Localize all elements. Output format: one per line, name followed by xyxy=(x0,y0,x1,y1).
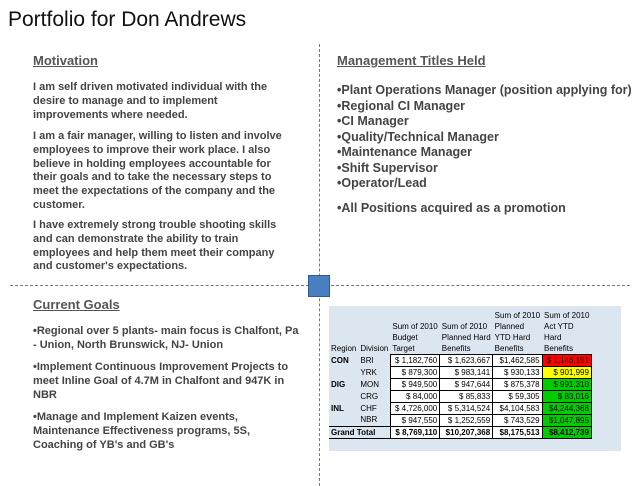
goals-heading: Current Goals xyxy=(33,297,120,312)
act-cell-green: $ 991,310 xyxy=(542,378,591,390)
header-planned-hard-benefits: Sum of 2010 Planned Hard Benefits xyxy=(441,321,491,353)
management-title-item: •Operator/Lead xyxy=(337,176,427,190)
promotion-note: •All Positions acquired as a promotion xyxy=(337,201,566,215)
goal-item-1: •Regional over 5 plants- main focus is Chalfont, Pa - Union, North Brunswick, NJ- Union xyxy=(33,325,299,351)
header-budget-target: Sum of 2010 Budget Target xyxy=(392,321,438,353)
table-row: INL CHF $ 4,726,000 $ 5,314,524 $4,104,583 $4,244,368 xyxy=(329,402,591,414)
act-cell-green: $4,244,368 xyxy=(542,402,591,414)
table-row: NBR $ 947,550 $ 1,252,559 $ 743,529 $1,047,895 xyxy=(329,414,591,426)
act-cell-yellow: $ 901,999 xyxy=(542,366,591,378)
motivation-heading: Motivation xyxy=(33,53,98,68)
act-cell-green: $1,047,895 xyxy=(542,414,591,426)
header-region: Region xyxy=(331,344,357,353)
motivation-paragraph-1: I am self driven motivated individual with the desire to manage and to implement improvements where needed. xyxy=(33,81,268,121)
act-cell-green: $ 83,016 xyxy=(542,390,591,402)
management-title-item: •Plant Operations Manager (position applying for) xyxy=(337,83,632,97)
grand-total-row: Grand Total $ 8,769,110 $10,207,368 $8,175,513 $8,412,739 xyxy=(329,426,591,438)
table-row: CON BRI $ 1,182,760 $ 1,623,667 $1,462,585 $ 1,146,151 xyxy=(329,354,591,366)
motivation-paragraph-2: I am a fair manager, willing to listen and involve employees to improve their work place. I also believe in holding employees accountable for their goals and to take the necessary steps to meet the expectations of the company and the customer. xyxy=(33,130,282,211)
management-title-item: •Shift Supervisor xyxy=(337,160,438,175)
vertical-divider xyxy=(319,44,320,486)
header-division: Division xyxy=(360,344,389,353)
management-title-item: •CI Manager xyxy=(337,114,409,128)
act-cell-green: $8,412,739 xyxy=(542,426,591,438)
table-row: YRK $ 879,300 $ 983,141 $ 930,133 $ 901,999 xyxy=(329,366,591,378)
motivation-paragraph-3: I have extremely strong trouble shooting skills and can demonstrate the ability to train employees and help them meet their company and customer's expectations. xyxy=(33,219,277,273)
header-planned-ytd-hard-benefits: Sum of 2010 Planned YTD Hard Benefits xyxy=(494,310,541,353)
management-title-item: •Quality/Technical Manager xyxy=(337,129,499,144)
center-square-marker xyxy=(308,275,330,297)
goal-item-3: •Manage and Implement Kaizen events, Maintenance Effectiveness programs, 5S, Coaching of YB's and GB's xyxy=(33,411,251,451)
page-title: Portfolio for Don Andrews xyxy=(8,8,247,31)
management-title-item: •Regional CI Manager xyxy=(337,98,466,113)
goal-item-2: •Implement Continuous Improvement Projects to meet Inline Goal of 4.7M in Chalfont and 947K in NBR xyxy=(33,361,289,401)
act-cell-red: $ 1,146,151 xyxy=(542,354,591,366)
table-row: DIG MON $ 949,500 $ 947,644 $ 875,378 $ 991,310 xyxy=(329,378,591,390)
budget-pivot-table xyxy=(329,306,621,451)
management-titles-list xyxy=(337,83,632,192)
management-heading: Management Titles Held xyxy=(337,53,486,68)
table-row: CRG $ 84,000 $ 85,833 $ 59,305 $ 83,016 xyxy=(329,390,591,402)
header-act-ytd-hard-benefits: Sum of 2010 Act YTD Hard Benefits xyxy=(544,310,590,353)
management-title-item: •Maintenance Manager xyxy=(337,145,472,159)
